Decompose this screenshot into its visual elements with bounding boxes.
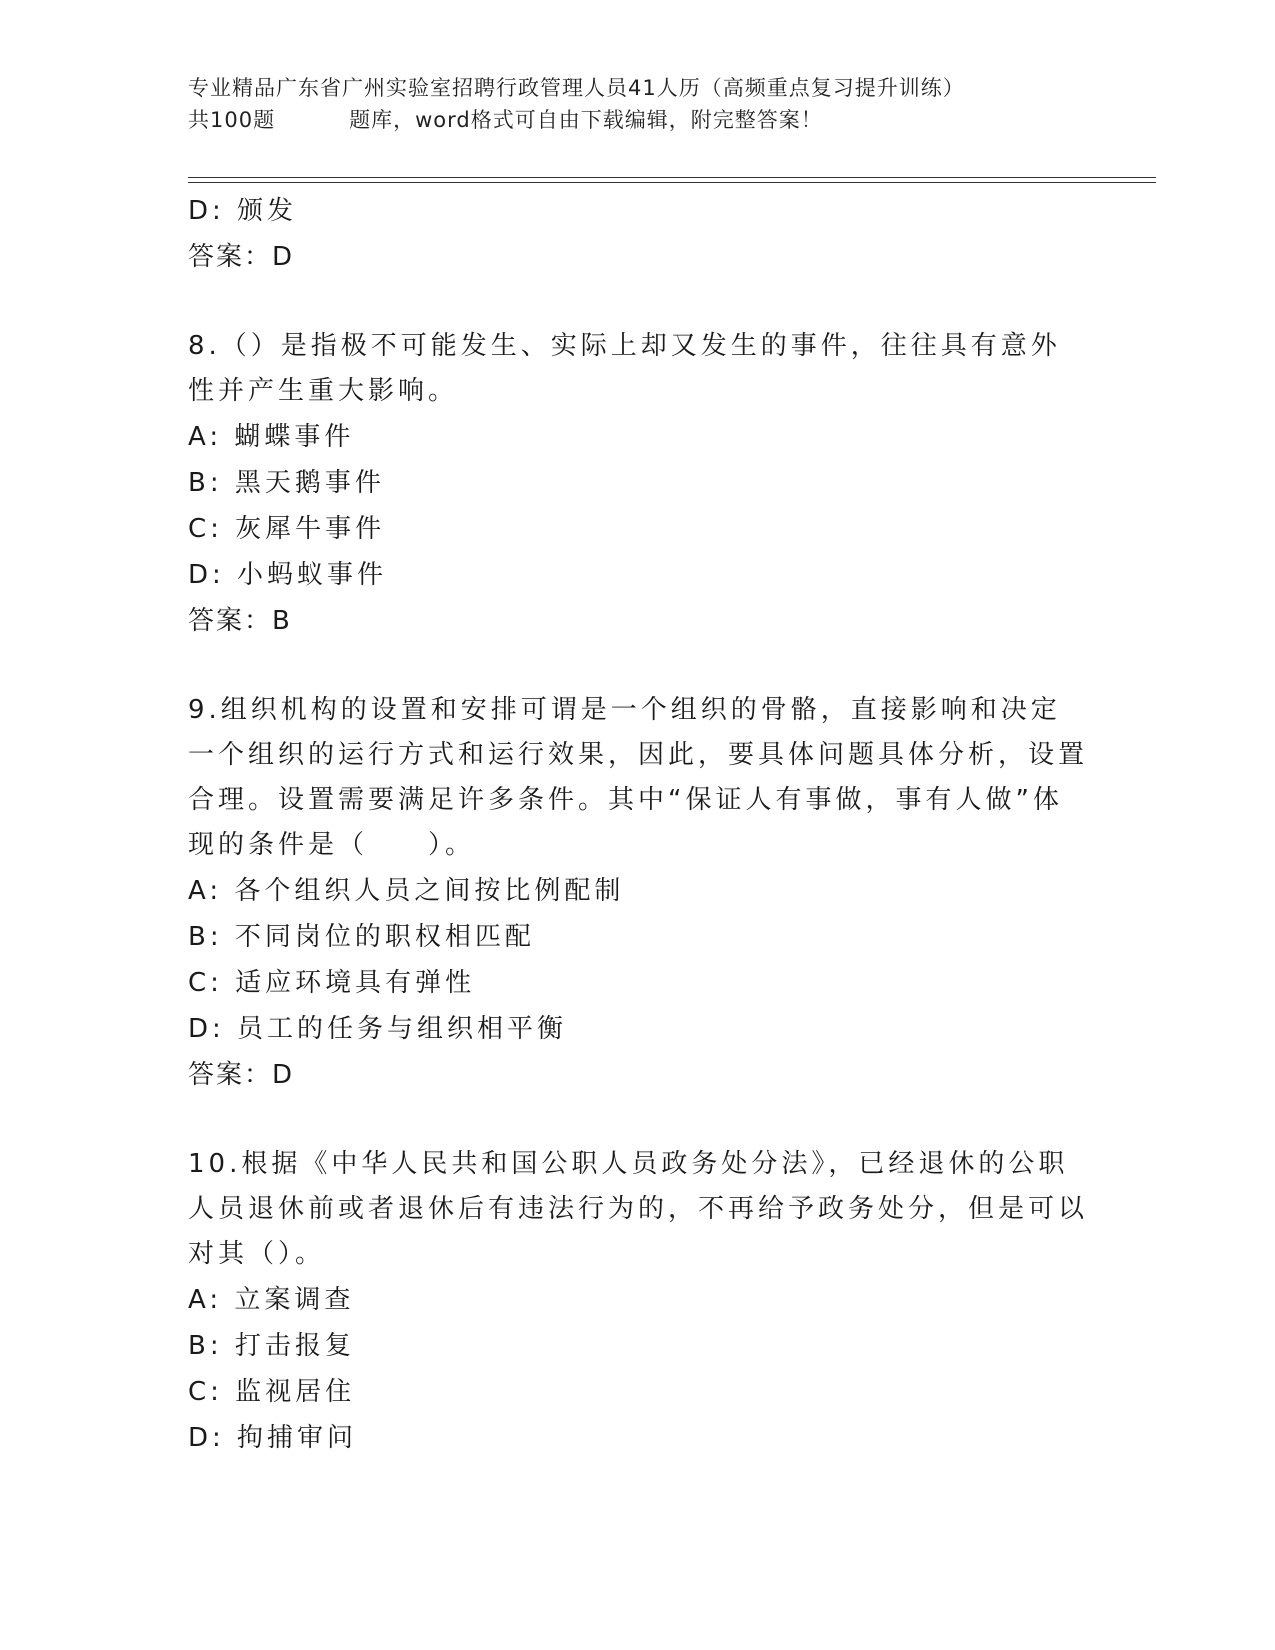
question-8-option-d: D: 小蚂蚁事件 (188, 560, 388, 590)
question-9-text: 9.组织机构的设置和安排可谓是一个组织的骨骼，直接影响和决定一个组织的运行方式和运行效果，因此，要具体问题具体分析，设置合理。设置需要满足许多条件。其中“保证人有事做，事有人做”体现的条件是（ (188, 695, 1089, 860)
question-9 (188, 688, 1088, 868)
question-8-answer: 答案：B (188, 606, 292, 636)
question-10-option-a: A: 立案调查 (188, 1285, 355, 1315)
question-9-answer: 答案：D (188, 1060, 295, 1090)
question-10-option-d: D: 拘捕审问 (188, 1423, 358, 1453)
header-title-line2 (188, 104, 1108, 136)
question-9-option-a: A: 各个组织人员之间按比例配制 (188, 876, 625, 906)
prev-option-d: D: 颁发 (188, 196, 298, 226)
prev-answer: 答案：D (188, 242, 295, 272)
header-divider-bottom (188, 182, 1156, 183)
header-description: 题库，word格式可自由下载编辑，附完整答案！ (349, 108, 823, 132)
page-header (188, 72, 1108, 136)
question-8-option-a: A: 蝴蝶事件 (188, 422, 355, 452)
question-9-option-d: D: 员工的任务与组织相平衡 (188, 1014, 568, 1044)
question-10-option-c: C: 监视居住 (188, 1377, 356, 1407)
question-10-text: 10.根据《中华人民共和国公职人员政务处分法》，已经退休的公职人员退休前或者退休后有违法行为的，不再给予政务处分，但是可以对其（）。 (188, 1149, 1089, 1269)
question-10 (188, 1142, 1088, 1277)
header-title-line1: 专业精品广东省广州实验室招聘行政管理人员41人历（高频重点复习提升训练） (188, 76, 965, 100)
question-9-option-b: B: 不同岗位的职权相匹配 (188, 922, 535, 952)
question-8 (188, 324, 1088, 414)
header-question-count: 共100题 (188, 108, 276, 132)
question-9-option-c: C: 适应环境具有弹性 (188, 968, 476, 998)
question-10-option-b: B: 打击报复 (188, 1331, 355, 1361)
question-8-option-b: B: 黑天鹅事件 (188, 468, 385, 498)
question-9-text-end: ）。 (428, 830, 476, 860)
document-body (188, 188, 1088, 1461)
header-divider-top (188, 177, 1156, 178)
question-8-text: 8.（）是指极不可能发生、实际上却又发生的事件，往往具有意外性并产生重大影响。 (188, 331, 1061, 406)
question-8-option-c: C: 灰犀牛事件 (188, 514, 386, 544)
